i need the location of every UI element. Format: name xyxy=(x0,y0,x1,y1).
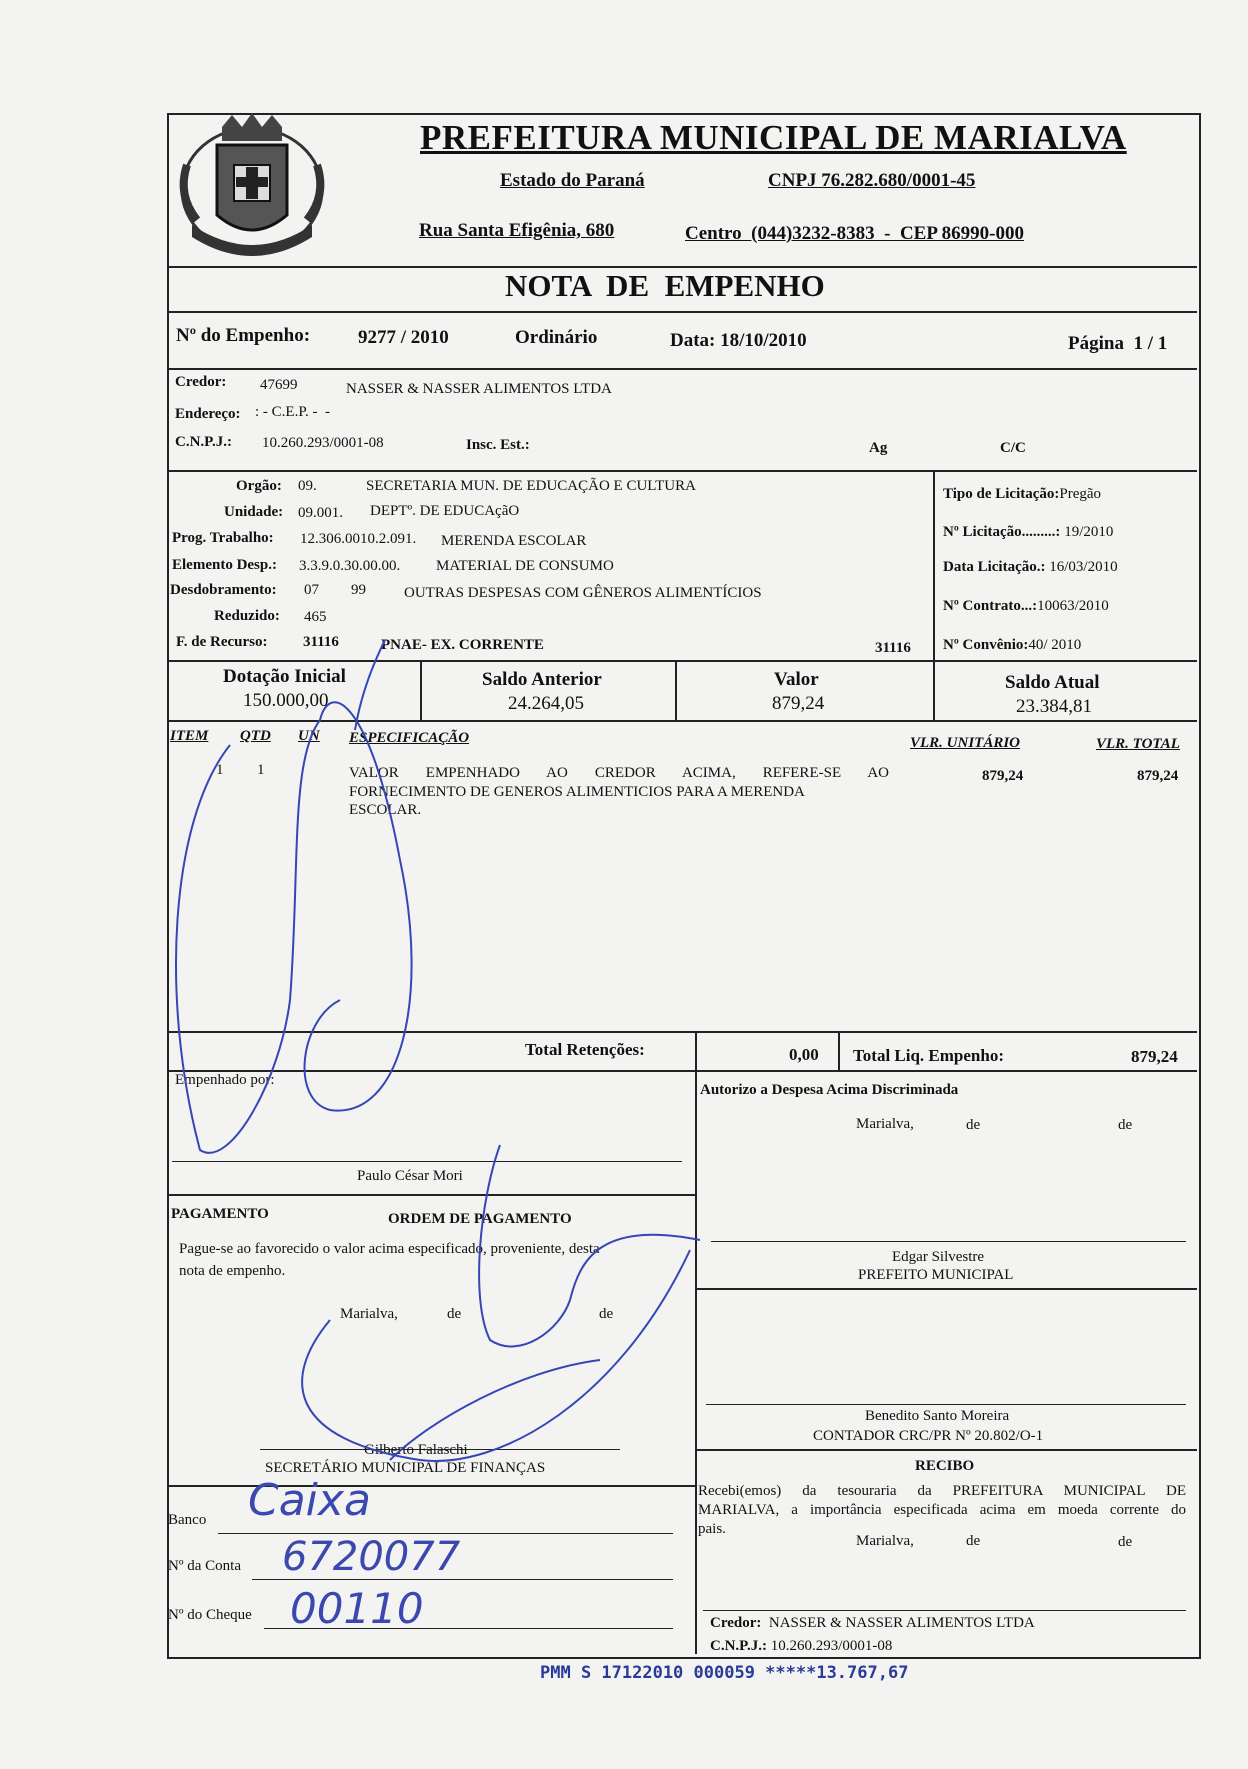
retencoes-label: Total Retenções: xyxy=(525,1040,645,1059)
col-total-price: VLR. TOTAL xyxy=(1096,736,1180,752)
insc-label: Insc. Est.: xyxy=(466,437,530,453)
doc-title: NOTA DE EMPENHO xyxy=(505,268,825,303)
saldo-atual-label: Saldo Atual xyxy=(1005,672,1100,693)
cnpj-label: C.N.P.J.: xyxy=(175,434,232,450)
signer1-name: Paulo César Mori xyxy=(357,1168,463,1184)
autorizo-heading: Autorizo a Despesa Acima Discriminada xyxy=(700,1082,959,1098)
licitacao-data-label: Data Licitação.: xyxy=(943,559,1046,575)
contrato-label: Nº Contrato...: xyxy=(943,598,1038,614)
recurso-name: PNAE- EX. CORRENTE xyxy=(381,637,544,653)
empenhado-por-label: Empenhado por: xyxy=(175,1072,275,1088)
ag-label: Ag xyxy=(869,440,888,456)
footer-stamp: PMM S 17122010 000059 *****13.767,67 xyxy=(540,1663,909,1683)
unidade-name: DEPTº. DE EDUCAçãO xyxy=(370,503,520,519)
recurso-code-right: 31116 xyxy=(875,640,911,656)
licitacao-num-label: Nº Licitação.........: xyxy=(943,524,1061,540)
recibo-text-line1: Recebi(emos) da tesouraria da PREFEITURA MUNICIPAL DE xyxy=(698,1483,1186,1499)
col-unit-price: VLR. UNITÁRIO xyxy=(910,735,1021,751)
signature-stroke xyxy=(302,1250,690,1461)
credor-label: Credor: xyxy=(175,374,227,390)
empenho-date: Data: 18/10/2010 xyxy=(670,330,807,351)
recibo-credor-name: NASSER & NASSER ALIMENTOS LTDA xyxy=(768,1615,1035,1631)
item-qtd: 1 xyxy=(257,762,265,778)
item-total-price: 879,24 xyxy=(1137,768,1179,784)
col-un: UN xyxy=(298,728,320,744)
recibo-text-line3: pais. xyxy=(698,1521,726,1537)
autorizo-city: Marialva, xyxy=(856,1116,914,1132)
dotacao-value: 150.000,00 xyxy=(243,690,329,711)
header-address: Centro (044)3232-8383 - CEP 86990-000 xyxy=(685,223,1024,244)
licitacao-tipo-value: Pregão xyxy=(1059,486,1102,502)
orgao-code: 09. xyxy=(298,478,317,494)
empenho-page: Página 1 / 1 xyxy=(1068,333,1168,354)
recurso-code: 31116 xyxy=(303,634,339,650)
licitacao-num-value: 19/2010 xyxy=(1064,524,1114,540)
orgao-label: Orgão: xyxy=(236,478,282,494)
signer2-role: SECRETÁRIO MUNICIPAL DE FINANÇAS xyxy=(265,1460,546,1476)
pagamento-de1: de xyxy=(447,1306,462,1322)
col-qtd: QTD xyxy=(240,728,271,744)
recibo-text-line2: MARIALVA, a importância especificada acima em moeda corrente do xyxy=(698,1502,1186,1518)
licitacao-data-value: 16/03/2010 xyxy=(1049,559,1118,575)
recurso-label: F. de Recurso: xyxy=(176,634,268,650)
item-unit-price: 879,24 xyxy=(982,768,1024,784)
desd-name: OUTRAS DESPESAS COM GÊNEROS ALIMENTÍCIOS xyxy=(404,585,762,601)
desd-code: 07 xyxy=(304,582,319,598)
address-label: Endereço: xyxy=(175,406,241,422)
prefeito-role: PREFEITO MUNICIPAL xyxy=(858,1267,1014,1283)
signature-stroke xyxy=(176,702,412,1153)
pagamento-heading: PAGAMENTO xyxy=(171,1206,269,1222)
header-title: PREFEITURA MUNICIPAL DE MARIALVA xyxy=(420,118,1127,157)
prog-name: MERENDA ESCOLAR xyxy=(441,533,587,549)
elem-code: 3.3.9.0.30.00.00. xyxy=(299,558,401,574)
cnpj-value: 10.260.293/0001-08 xyxy=(262,435,384,451)
item-spec-line3: ESCOLAR. xyxy=(349,802,422,818)
conta-handwritten: 6720077 xyxy=(282,1534,461,1580)
saldo-anterior-value: 24.264,05 xyxy=(508,693,584,714)
empenho-type: Ordinário xyxy=(515,327,598,348)
pagamento-de2: de xyxy=(599,1306,614,1322)
pague-line1: Pague-se ao favorecido o valor acima especificado, proveniente, desta xyxy=(179,1241,600,1257)
dotacao-label: Dotação Inicial xyxy=(223,666,346,687)
banco-handwritten: Caixa xyxy=(248,1475,371,1526)
prog-label: Prog. Trabalho: xyxy=(172,530,274,546)
cheque-handwritten: 00110 xyxy=(290,1584,424,1633)
retencoes-value: 0,00 xyxy=(789,1045,819,1064)
total-liquido-label: Total Liq. Empenho: xyxy=(853,1046,1004,1065)
empenho-number: 9277 / 2010 xyxy=(358,327,449,348)
reduzido-label: Reduzido: xyxy=(214,608,280,624)
signer2-name: Gilberto Falaschi xyxy=(364,1442,468,1458)
unidade-code: 09.001. xyxy=(298,505,343,521)
licitacao-tipo-label: Tipo de Licitação: xyxy=(943,486,1060,502)
saldo-anterior-label: Saldo Anterior xyxy=(482,669,602,690)
recibo-de2: de xyxy=(1118,1534,1133,1550)
conta-label: Nº da Conta xyxy=(168,1558,241,1574)
signature-stroke xyxy=(355,640,385,730)
col-spec: ESPECIFICAÇÃO xyxy=(349,730,470,746)
cc-label: C/C xyxy=(1000,440,1026,456)
elem-label: Elemento Desp.: xyxy=(172,557,277,573)
credor-name: NASSER & NASSER ALIMENTOS LTDA xyxy=(346,381,612,397)
item-number: 1 xyxy=(216,762,224,778)
desd-code2: 99 xyxy=(351,582,366,598)
cheque-label: Nº do Cheque xyxy=(168,1607,252,1623)
banco-label: Banco xyxy=(168,1512,207,1528)
prefeito-name: Edgar Silvestre xyxy=(892,1249,985,1265)
convenio-label: Nº Convênio: xyxy=(943,637,1029,653)
saldo-atual-value: 23.384,81 xyxy=(1016,696,1092,717)
autorizo-de2: de xyxy=(1118,1117,1133,1133)
reduzido-value: 465 xyxy=(304,609,327,625)
convenio-value: 40/ 2010 xyxy=(1028,637,1082,653)
item-spec-line2: FORNECIMENTO DE GENEROS ALIMENTICIOS PARA A MERENDA xyxy=(349,784,805,800)
valor-value: 879,24 xyxy=(772,693,825,714)
recibo-cnpj-value: 10.260.293/0001-08 xyxy=(770,1638,893,1654)
contrato-value: 10063/2010 xyxy=(1037,598,1109,614)
desd-label: Desdobramento: xyxy=(170,582,277,598)
address-value: : - C.E.P. - - xyxy=(255,404,330,420)
orgao-name: SECRETARIA MUN. DE EDUCAÇÃO E CULTURA xyxy=(366,478,696,494)
item-spec-line1: VALOR EMPENHADO AO CREDOR ACIMA, REFERE-SE AO xyxy=(349,765,889,781)
unidade-label: Unidade: xyxy=(224,504,284,520)
col-item: ITEM xyxy=(170,728,209,744)
header-street: Rua Santa Efigênia, 680 xyxy=(419,220,615,241)
signature-stroke xyxy=(479,1145,700,1346)
header-cnpj: CNPJ 76.282.680/0001-45 xyxy=(768,170,976,191)
elem-name: MATERIAL DE CONSUMO xyxy=(436,558,614,574)
recibo-heading: RECIBO xyxy=(915,1458,975,1474)
pague-line2: nota de empenho. xyxy=(179,1263,286,1279)
ordem-pagamento-heading: ORDEM DE PAGAMENTO xyxy=(388,1211,572,1227)
total-liquido-value: 879,24 xyxy=(1131,1047,1178,1066)
recibo-de1: de xyxy=(966,1533,981,1549)
recibo-city: Marialva, xyxy=(856,1533,914,1549)
empenho-number-label: Nº do Empenho: xyxy=(176,325,311,346)
header-state: Estado do Paraná xyxy=(500,170,645,191)
contador-name: Benedito Santo Moreira xyxy=(865,1408,1010,1424)
signature-stroke xyxy=(390,1360,600,1460)
pagamento-city: Marialva, xyxy=(340,1306,398,1322)
prog-code: 12.306.0010.2.091. xyxy=(300,531,417,547)
credor-code: 47699 xyxy=(260,377,298,393)
contador-role: CONTADOR CRC/PR Nº 20.802/O-1 xyxy=(813,1428,1044,1444)
autorizo-de1: de xyxy=(966,1117,981,1133)
recibo-credor-label: Credor: xyxy=(710,1615,762,1631)
recibo-cnpj-label: C.N.P.J.: xyxy=(710,1638,767,1654)
valor-label: Valor xyxy=(774,669,819,690)
